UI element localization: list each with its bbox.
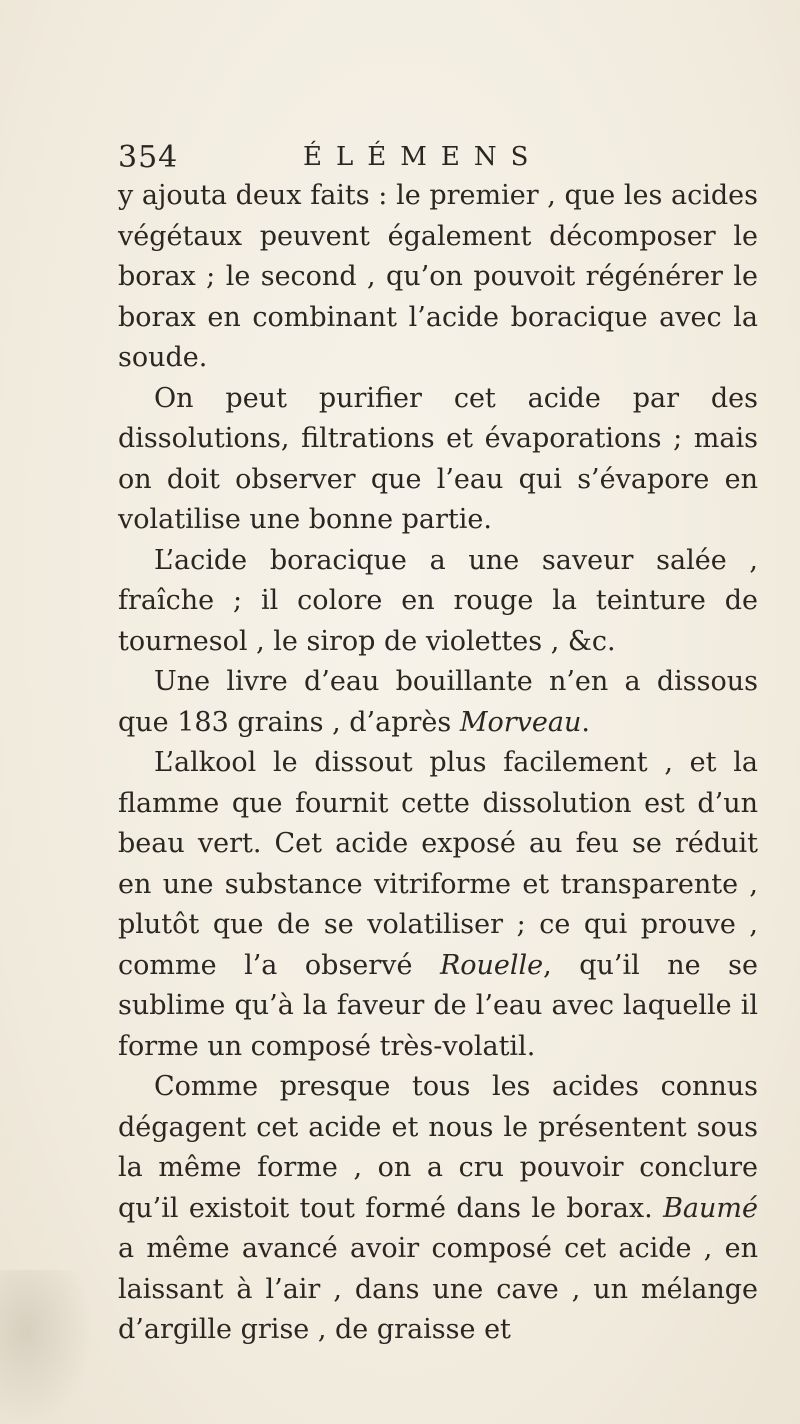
paragraph-1 <box>118 176 758 379</box>
paragraph-2 <box>118 379 758 541</box>
paragraph-4-end: . <box>581 706 590 738</box>
paragraph-5-text: L’alkool le dissout plus facilement , et la flamme que fournit cette dissolution est d’un beau vert. Cet acide exposé au feu se réduit en une substance vitriforme et transparente , plutôt que de se volatiliser ; ce qui prouve , comme l’a observé <box>118 747 758 981</box>
paragraph-3-text: L’acide boracique a une saveur salée , fraîche ; il colore en rouge la teinture de tournesol , le sirop de violettes , &c. <box>118 544 758 657</box>
paragraph-2-text: On peut purifier cet acide par des dissolutions, filtrations et évaporations ; mais on doit observer que l’eau qui s’évapore en volatilise une bonne partie. <box>118 382 758 535</box>
author-name-baume: Baumé <box>663 1192 758 1224</box>
page-header <box>118 140 718 180</box>
paragraph-6-text: Comme presque tous les acides connus dégagent cet acide et nous le présentent sous la même forme , on a cru pouvoir conclure qu’il existoit tout formé dans le borax. <box>118 1071 758 1224</box>
author-name-rouelle: Rouelle <box>439 949 544 981</box>
author-name-morveau: Morveau <box>459 706 582 738</box>
paragraph-5 <box>118 743 758 1067</box>
running-head: ÉLÉMENS <box>303 142 543 172</box>
paragraph-4 <box>118 662 758 743</box>
paragraph-1-text: y ajouta deux faits : le premier , que les acides végétaux peuvent également décomposer le borax ; le second , qu’on pouvoit régénérer le borax en combinant l’acide boracique avec la soude. <box>118 180 758 373</box>
page-number: 354 <box>118 140 179 175</box>
paragraph-3 <box>118 541 758 663</box>
paragraph-5-end: , qu’il ne se sublime qu’à la faveur de l’eau avec laquelle il forme un composé très-volatil. <box>118 949 758 1062</box>
body-text <box>118 176 758 1351</box>
paper-stain <box>0 1270 90 1420</box>
paragraph-6 <box>118 1067 758 1351</box>
paragraph-6-end: a même avancé avoir composé cet acide , en laissant à l’air , dans une cave , un mélange d’argille grise , de graisse et <box>118 1233 758 1345</box>
paragraph-4-text: Une livre d’eau bouillante n’en a dissous que 183 grains , d’après <box>118 666 758 738</box>
